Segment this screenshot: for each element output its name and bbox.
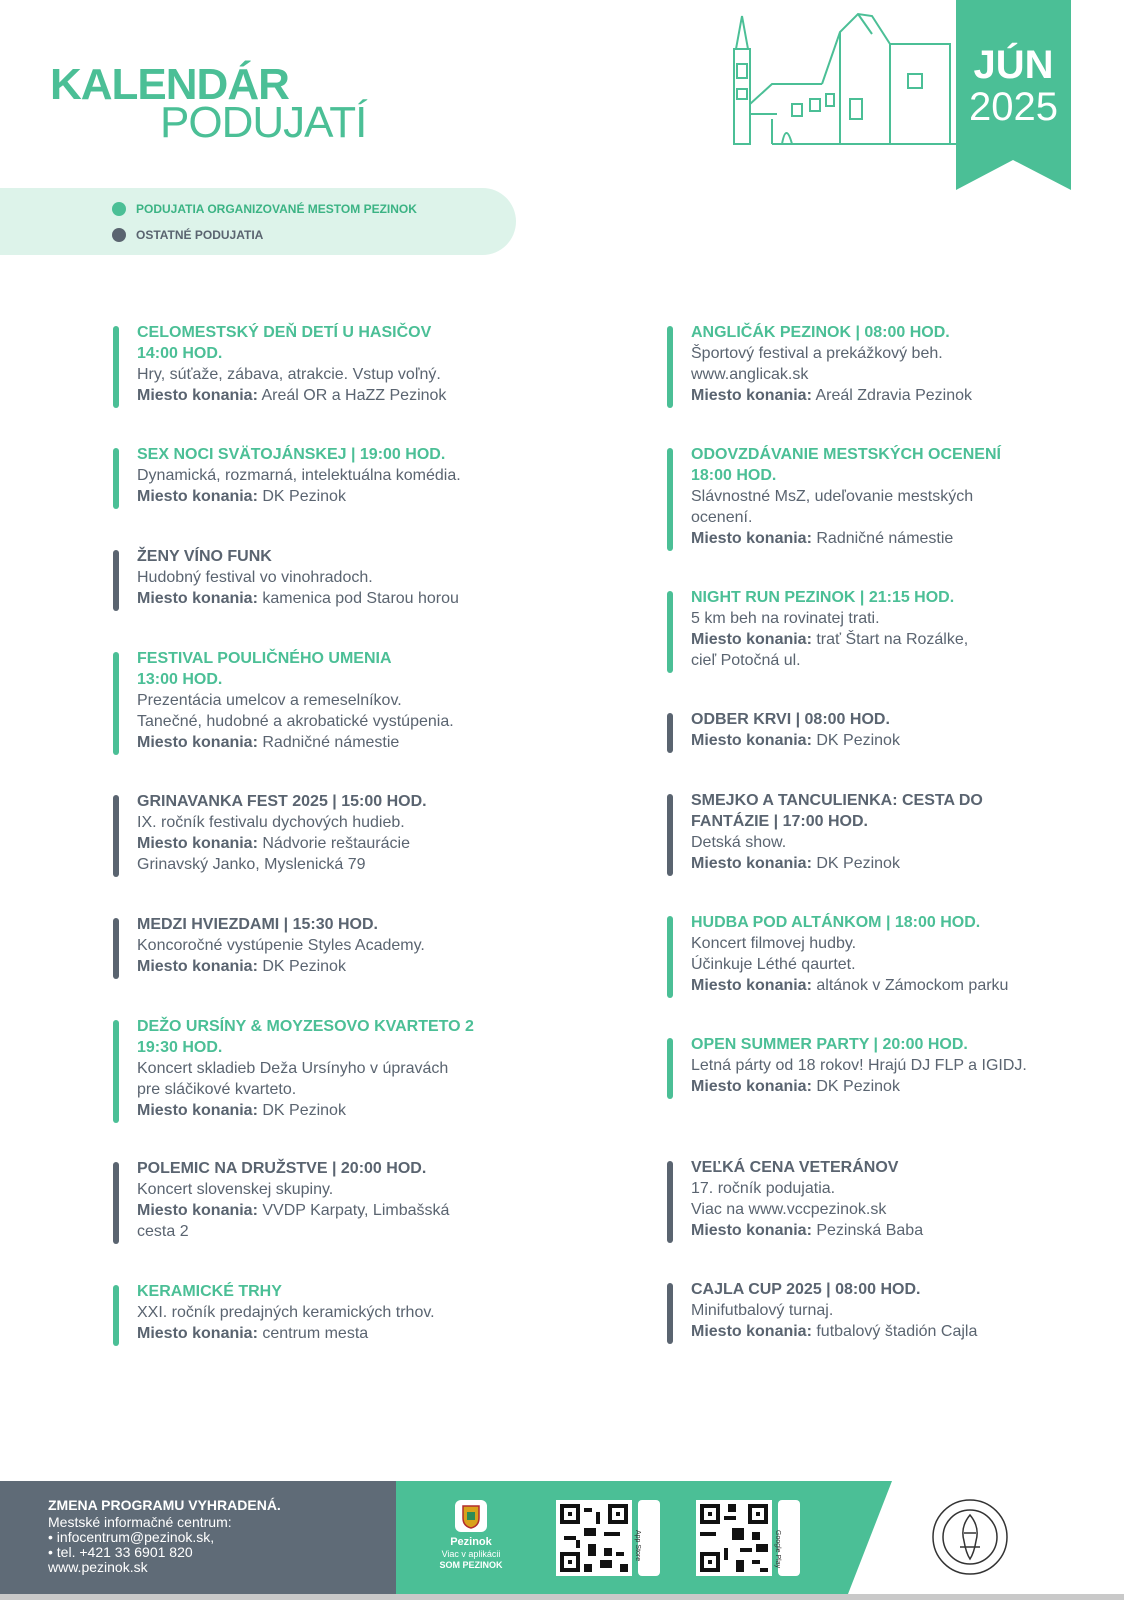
place-label: Miesto konania: bbox=[691, 530, 812, 547]
event-place bbox=[691, 1220, 1111, 1241]
event-title: 13:00 HOD. bbox=[137, 671, 223, 688]
event-place bbox=[137, 385, 557, 406]
event-body bbox=[137, 546, 557, 609]
event-title: GRINAVANKA FEST 2025 | 15:00 HOD. bbox=[137, 793, 427, 810]
event-place bbox=[137, 854, 557, 875]
event-description: IX. ročník festivalu dychových hudieb. bbox=[137, 814, 405, 831]
event-body bbox=[137, 1158, 557, 1242]
place-label: Miesto konania: bbox=[691, 855, 812, 872]
event-description: Tanečné, hudobné a akrobatické vystúpenia. bbox=[137, 713, 454, 730]
place-label: Miesto konania: bbox=[691, 1323, 812, 1340]
event-body bbox=[691, 912, 1111, 996]
title-line-2: PODUJATÍ bbox=[160, 98, 367, 147]
event-body bbox=[137, 1016, 557, 1121]
event-description: Hudobný festival vo vinohradoch. bbox=[137, 569, 373, 586]
event-place bbox=[137, 486, 557, 507]
place-value: kamenica pod Starou horou bbox=[262, 590, 459, 607]
event-title: CAJLA CUP 2025 | 08:00 HOD. bbox=[691, 1281, 921, 1298]
event-bar bbox=[113, 795, 119, 877]
event-place bbox=[137, 1221, 557, 1242]
program-notice: ZMENA PROGRAMU VYHRADENÁ. bbox=[48, 1497, 281, 1513]
event-place bbox=[691, 629, 1111, 650]
place-label: Miesto konania: bbox=[691, 1222, 812, 1239]
event-body bbox=[691, 709, 1111, 751]
place-label: Miesto konania: bbox=[691, 387, 812, 404]
place-label: Miesto konania: bbox=[137, 1202, 258, 1219]
place-value: Pezinská Baba bbox=[816, 1222, 924, 1239]
app-line-1: Viac v aplikácii bbox=[441, 1549, 501, 1559]
pezinok-app-icon bbox=[455, 1500, 487, 1532]
place-label: Miesto konania: bbox=[691, 1078, 812, 1095]
event-title: 18:00 HOD. bbox=[691, 467, 777, 484]
place-value: futbalový štadión Cajla bbox=[816, 1323, 978, 1340]
place-value: Radničné námestie bbox=[816, 530, 954, 547]
place-label: Miesto konania: bbox=[137, 590, 258, 607]
place-label: Miesto konania: bbox=[137, 488, 258, 505]
event-body bbox=[691, 790, 1111, 874]
legend-city-label: PODUJATIA ORGANIZOVANÉ MESTOM PEZINOK bbox=[136, 202, 417, 216]
place-label: Miesto konania: bbox=[137, 835, 258, 852]
event-description: Letná párty od 18 rokov! Hrajú DJ FLP a IGIDJ. bbox=[691, 1057, 1027, 1074]
city-seal-logo bbox=[930, 1497, 1010, 1577]
event-title: FESTIVAL POULIČNÉHO UMENIA bbox=[137, 650, 392, 667]
event-place bbox=[137, 1200, 557, 1221]
event-title: SMEJKO A TANCULIENKA: CESTA DO bbox=[691, 792, 983, 809]
event-title: 14:00 HOD. bbox=[137, 345, 223, 362]
legend-other-label: OSTATNÉ PODUJATIA bbox=[136, 228, 264, 242]
event-bar bbox=[667, 448, 673, 551]
event-place bbox=[691, 385, 1111, 406]
event-description: 5 km beh na rovinatej trati. bbox=[691, 610, 880, 627]
place-value: Nádvorie reštaurácie bbox=[262, 835, 410, 852]
gray-dot-icon bbox=[112, 228, 126, 242]
green-dot-icon bbox=[112, 202, 126, 216]
event-description: Účinkuje Léthé qaurtet. bbox=[691, 956, 856, 973]
place-value: DK Pezinok bbox=[262, 1102, 346, 1119]
event-title: MEDZI HVIEZDAMI | 15:30 HOD. bbox=[137, 916, 378, 933]
event-description: Viac na www.vccpezinok.sk bbox=[691, 1201, 887, 1218]
bottom-strip bbox=[0, 1594, 1124, 1600]
event-place bbox=[691, 975, 1111, 996]
place-value: trať Štart na Rozálke, bbox=[816, 631, 969, 648]
event-bar bbox=[113, 918, 119, 979]
event-description: Minifutbalový turnaj. bbox=[691, 1302, 834, 1319]
footer-phone[interactable]: • tel. +421 33 6901 820 bbox=[48, 1544, 193, 1560]
event-description: Koncert filmovej hudby. bbox=[691, 935, 857, 952]
event-description: Slávnostné MsZ, udeľovanie mestských bbox=[691, 488, 974, 505]
place-value: Grinavský Janko, Myslenická 79 bbox=[137, 856, 366, 873]
event-description: ocenení. bbox=[691, 509, 753, 526]
event-title: OPEN SUMMER PARTY | 20:00 HOD. bbox=[691, 1036, 968, 1053]
place-label: Miesto konania: bbox=[137, 1325, 258, 1342]
event-title: HUDBA POD ALTÁNKOM | 18:00 HOD. bbox=[691, 914, 981, 931]
event-description: Dynamická, rozmarná, intelektuálna komédia. bbox=[137, 467, 461, 484]
event-title: KERAMICKÉ TRHY bbox=[137, 1283, 282, 1300]
app-store-label: App Store bbox=[634, 1530, 641, 1562]
event-body bbox=[691, 587, 1111, 671]
event-description: Športový festival a prekážkový beh. bbox=[691, 345, 943, 362]
place-value: DK Pezinok bbox=[816, 732, 900, 749]
place-value: Areál Zdravia Pezinok bbox=[815, 387, 972, 404]
footer-line: Mestské informačné centrum: bbox=[48, 1514, 232, 1530]
event-body bbox=[691, 1157, 1111, 1241]
event-title: POLEMIC NA DRUŽSTVE | 20:00 HOD. bbox=[137, 1160, 427, 1177]
event-title: NIGHT RUN PEZINOK | 21:15 HOD. bbox=[691, 589, 955, 606]
event-description: Koncoročné vystúpenie Styles Academy. bbox=[137, 937, 425, 954]
event-description: 17. ročník podujatia. bbox=[691, 1180, 836, 1197]
event-title: 19:30 HOD. bbox=[137, 1039, 223, 1056]
event-bar bbox=[667, 916, 673, 998]
event-bar bbox=[113, 448, 119, 509]
place-value: centrum mesta bbox=[262, 1325, 369, 1342]
legend-city-events bbox=[112, 202, 417, 216]
event-body bbox=[137, 648, 557, 753]
event-title: FANTÁZIE | 17:00 HOD. bbox=[691, 813, 868, 830]
legend-other-events bbox=[112, 228, 263, 242]
event-title: ŽENY VÍNO FUNK bbox=[137, 548, 272, 565]
place-label: Miesto konania: bbox=[691, 732, 812, 749]
event-bar bbox=[667, 326, 673, 408]
event-body bbox=[137, 322, 557, 406]
qr-code-google-play[interactable] bbox=[696, 1500, 772, 1576]
year: 2025 bbox=[969, 85, 1058, 129]
event-body bbox=[691, 444, 1111, 549]
event-place bbox=[137, 1100, 557, 1121]
event-description: Detská show. bbox=[691, 834, 787, 851]
event-bar bbox=[667, 1283, 673, 1344]
event-body bbox=[137, 914, 557, 977]
event-place bbox=[137, 833, 557, 854]
event-title: ANGLIČÁK PEZINOK | 08:00 HOD. bbox=[691, 324, 950, 341]
place-value: DK Pezinok bbox=[816, 1078, 900, 1095]
event-body bbox=[137, 1281, 557, 1344]
place-value: altánok v Zámockom parku bbox=[816, 977, 1009, 994]
event-place bbox=[691, 1321, 1111, 1342]
month: JÚN bbox=[973, 43, 1054, 87]
event-place bbox=[691, 730, 1111, 751]
place-value: cieľ Potočná ul. bbox=[691, 652, 801, 669]
place-value: DK Pezinok bbox=[262, 958, 346, 975]
google-play-badge[interactable] bbox=[774, 1500, 800, 1576]
place-value: Radničné námestie bbox=[262, 734, 400, 751]
month-label bbox=[956, 44, 1071, 128]
place-label: Miesto konania: bbox=[137, 958, 258, 975]
qr-code-app-store[interactable] bbox=[556, 1500, 632, 1576]
footer-email[interactable]: • infocentrum@pezinok.sk, bbox=[48, 1529, 215, 1545]
place-value: DK Pezinok bbox=[816, 855, 900, 872]
event-title: ODOVZDÁVANIE MESTSKÝCH OCENENÍ bbox=[691, 446, 1001, 463]
place-label: Miesto konania: bbox=[137, 734, 258, 751]
place-label: Miesto konania: bbox=[137, 387, 258, 404]
app-promo[interactable] bbox=[422, 1500, 520, 1571]
event-bar bbox=[113, 1285, 119, 1346]
event-bar bbox=[113, 1162, 119, 1244]
event-place bbox=[137, 732, 557, 753]
event-place bbox=[137, 956, 557, 977]
place-label: Miesto konania: bbox=[691, 977, 812, 994]
place-value: Areál OR a HaZZ Pezinok bbox=[261, 387, 447, 404]
event-description: Prezentácia umelcov a remeselníkov. bbox=[137, 692, 402, 709]
event-description: XXI. ročník predajných keramických trhov. bbox=[137, 1304, 435, 1321]
footer-website[interactable]: www.pezinok.sk bbox=[48, 1559, 148, 1575]
app-name: Pezinok bbox=[450, 1536, 492, 1548]
event-bar bbox=[113, 1020, 119, 1123]
event-place bbox=[691, 853, 1111, 874]
place-value: VVDP Karpaty, Limbašská bbox=[262, 1202, 450, 1219]
event-title: VEĽKÁ CENA VETERÁNOV bbox=[691, 1159, 899, 1176]
event-bar bbox=[667, 1038, 673, 1099]
event-place bbox=[691, 528, 1111, 549]
event-body bbox=[691, 1279, 1111, 1342]
title-line-1: KALENDÁR bbox=[50, 60, 289, 109]
place-value: DK Pezinok bbox=[262, 488, 346, 505]
event-place bbox=[691, 650, 1111, 671]
place-label: Miesto konania: bbox=[691, 631, 812, 648]
event-bar bbox=[113, 326, 119, 408]
event-description: Koncert slovenskej skupiny. bbox=[137, 1181, 334, 1198]
event-place bbox=[137, 588, 557, 609]
event-description: pre sláčikové kvarteto. bbox=[137, 1081, 297, 1098]
event-bar bbox=[667, 1161, 673, 1243]
event-bar bbox=[113, 550, 119, 611]
google-play-label: Google Play bbox=[774, 1530, 781, 1569]
page-title bbox=[50, 60, 367, 147]
event-title: CELOMESTSKÝ DEŇ DETÍ U HASIČOV bbox=[137, 324, 432, 341]
place-value: cesta 2 bbox=[137, 1223, 189, 1240]
event-description: www.anglicak.sk bbox=[691, 366, 809, 383]
event-title: SEX NOCI SVÄTOJÁNSKEJ | 19:00 HOD. bbox=[137, 446, 446, 463]
event-description: Hry, súťaže, zábava, atrakcie. Vstup voľný. bbox=[137, 366, 441, 383]
event-title: DEŽO URSÍNY & MOYZESOVO KVARTETO 2 bbox=[137, 1018, 474, 1035]
event-description: Koncert skladieb Deža Ursínyho v úpravách bbox=[137, 1060, 449, 1077]
event-place bbox=[137, 1323, 557, 1344]
castle-illustration bbox=[722, 4, 962, 149]
event-bar bbox=[667, 794, 673, 876]
place-label: Miesto konania: bbox=[137, 1102, 258, 1119]
event-bar bbox=[667, 591, 673, 673]
event-bar bbox=[113, 652, 119, 755]
app-store-badge[interactable] bbox=[634, 1500, 660, 1576]
event-body bbox=[137, 444, 557, 507]
event-title: ODBER KRVI | 08:00 HOD. bbox=[691, 711, 890, 728]
event-body bbox=[137, 791, 557, 875]
event-place bbox=[691, 1076, 1111, 1097]
legend bbox=[0, 188, 516, 255]
event-body bbox=[691, 1034, 1111, 1097]
event-body bbox=[691, 322, 1111, 406]
app-line-2: SOM PEZINOK bbox=[439, 1560, 503, 1570]
event-bar bbox=[667, 713, 673, 753]
footer-contact bbox=[0, 1481, 396, 1594]
